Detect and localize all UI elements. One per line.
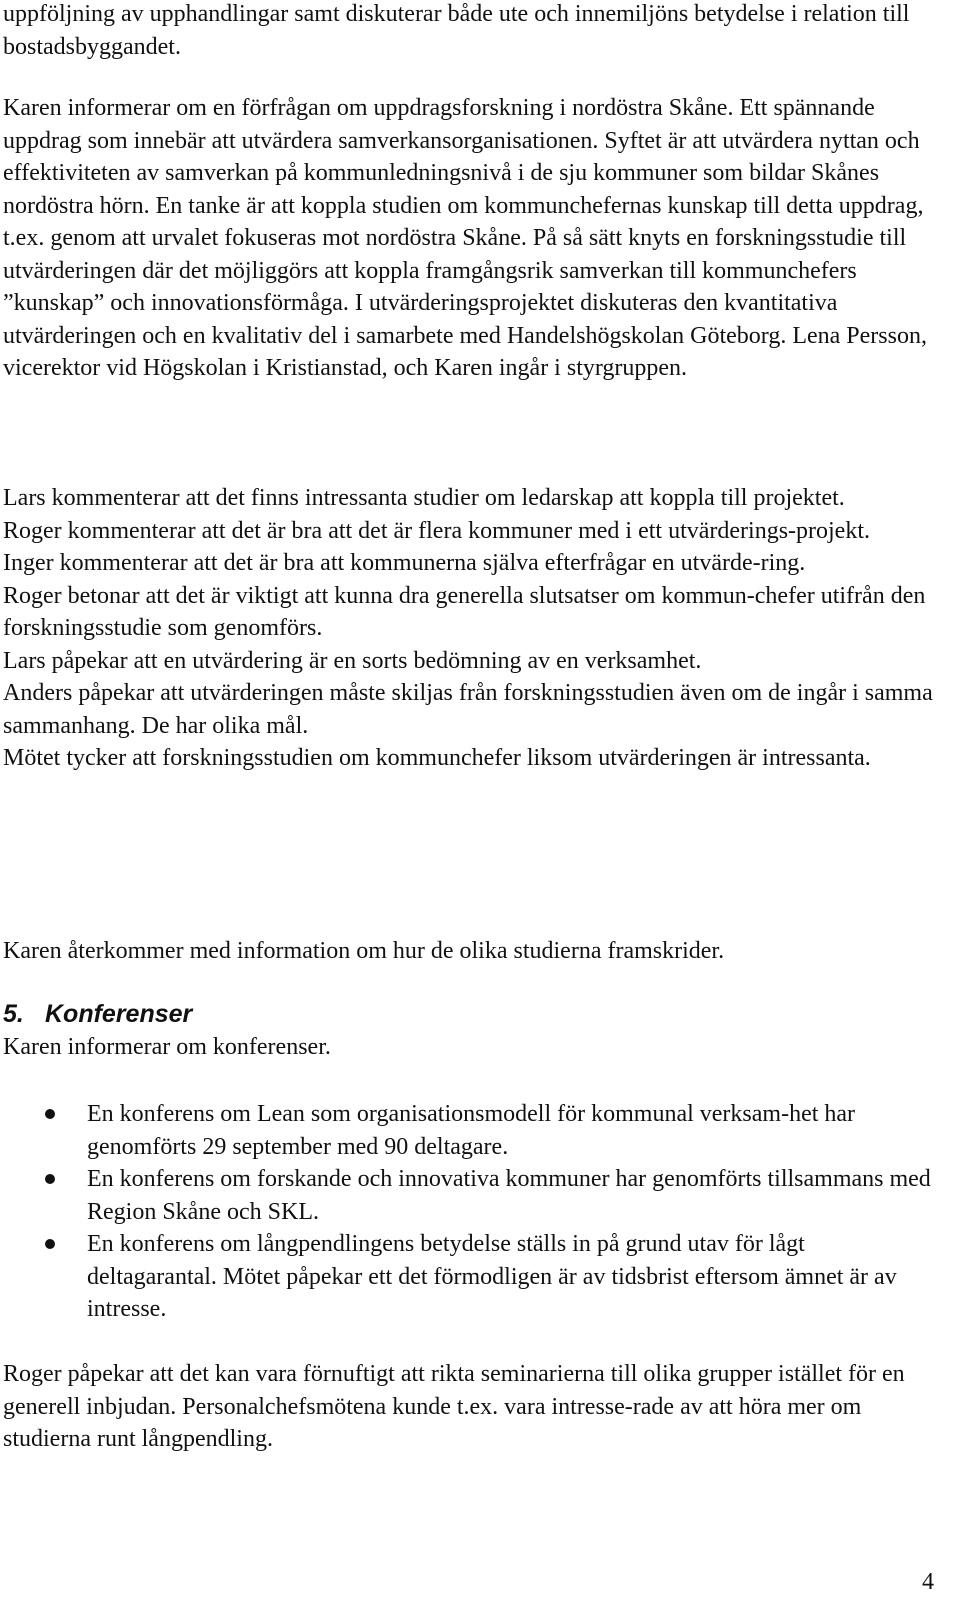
list-item-text: En konferens om Lean som organisationsmodell för kommunal verksam-het har genomförts 29 september med 90 deltagare.	[87, 1101, 856, 1160]
comment-line: Lars kommenterar att det finns intressanta studier om ledarskap att koppla till projektet.	[3, 485, 845, 511]
section-heading	[3, 998, 192, 1030]
comment-line: Mötet tycker att forskningsstudien om kommunchefer liksom utvärderingen är intressanta.	[3, 745, 871, 771]
paragraph: uppföljning av upphandlingar samt diskuterar både ute och innemiljöns betydelse i relation till bostadsbyggandet.	[3, 1, 910, 60]
list-item	[0, 1163, 940, 1228]
section-intro	[3, 1031, 939, 1064]
comment-line: Anders påpekar att utvärderingen måste skiljas från forskningsstudien även om de ingår i samma sammanhang. De har olika mål.	[3, 680, 933, 739]
paragraph: Karen informerar om konferenser.	[3, 1034, 331, 1060]
bullet-icon	[45, 1239, 55, 1249]
comment-line: Inger kommenterar att det är bra att kommunerna själva efterfrågar en utvärde-ring.	[3, 550, 806, 576]
list-item-text: En konferens om forskande och innovativa kommuner har genomförts tillsammans med Region Skåne och SKL.	[87, 1166, 931, 1225]
section-number: 5.	[3, 1000, 24, 1028]
paragraph: Roger påpekar att det kan vara förnuftigt att rikta seminarierna till olika grupper istället för en generell inbjudan. Personalchefsmötena kunde t.ex. vara intresse-rade av att höra mer om studierna runt långpendling.	[3, 1361, 905, 1452]
section-title: Konferenser	[45, 1000, 193, 1028]
intro-paragraph	[3, 0, 939, 63]
paragraph: Karen återkommer med information om hur de olika studierna framskrider.	[3, 938, 725, 964]
comment-line: Lars påpekar att en utvärdering är en sorts bedömning av en verksamhet.	[3, 647, 702, 674]
list-item-text: En konferens om långpendlingens betydelse ställs in på grund utav för lågt deltagarantal. Mötet påpekar ett det förmodligen är av tidsbrist eftersom ämnet är av intresse.	[87, 1231, 897, 1322]
comment-line: Roger kommenterar att det är bra att det är flera kommuner med i ett utvärderings-projekt.	[3, 517, 870, 544]
page-number: 4	[922, 1569, 934, 1595]
bullet-icon	[45, 1174, 55, 1184]
karen-paragraph	[3, 92, 939, 385]
comments-block	[3, 482, 939, 775]
paragraph: Karen informerar om en förfrågan om uppdragsforskning i nordöstra Skåne. Ett spännande uppdrag som innebär att utvärdera samverkansorganisationen. Syftet är att utvärdera nyttan och effektiviteten av samverkan på kommunledningsnivå i de sju kommuner som bildar Skånes nordöstra hörn. En tanke är att koppla studien om kommunchefernas kunskap till detta uppdrag, t.ex. genom att urvalet fokuseras mot nordöstra Skåne. På så sätt knyts en forskningsstudie till utvärderingen där det möjliggörs att koppla framgångsrik samverkan till kommunchefers ”kunskap” och innovationsförmåga. I utvärderingsprojektet diskuteras den kvantitativa utvärderingen och en kvalitativ del i samarbete med Handelshögskolan Göteborg. Lena Persson, vicerektor vid Högskolan i Kristianstad, och Karen ingår i styrgruppen.	[3, 95, 927, 381]
list-item	[0, 1228, 940, 1326]
comment-line: Roger betonar att det är viktigt att kunna dra generella slutsatser om kommun-chefer utifrån den forskningsstudie som genomförs.	[3, 582, 926, 641]
bullet-icon	[45, 1109, 55, 1119]
list-item	[0, 1098, 940, 1163]
followup-paragraph	[3, 935, 939, 968]
conference-list	[0, 1098, 940, 1326]
closing-paragraph	[3, 1358, 939, 1456]
